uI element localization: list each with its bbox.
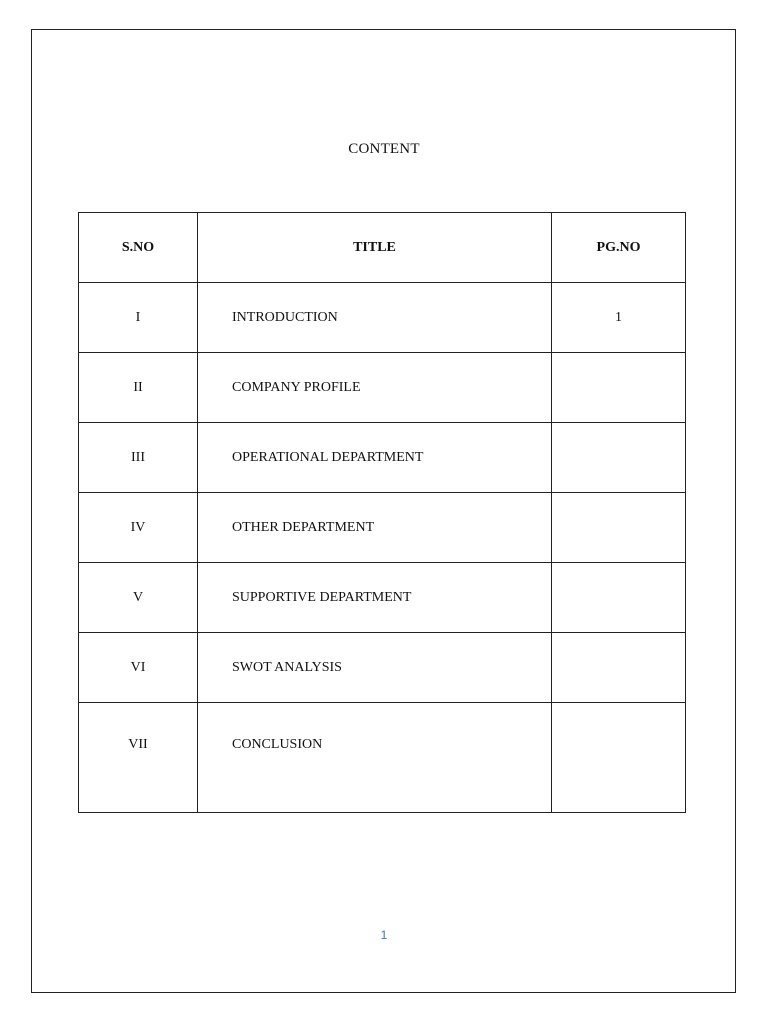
row-sno: II	[79, 353, 198, 423]
row-page	[552, 563, 686, 633]
page-heading: CONTENT	[348, 141, 420, 157]
header-pgno: PG.NO	[552, 213, 686, 283]
table-header-row	[79, 213, 686, 283]
row-page	[552, 353, 686, 423]
row-sno: III	[79, 423, 198, 493]
row-title: OPERATIONAL DEPARTMENT	[198, 423, 552, 493]
contents-table	[78, 212, 686, 813]
row-page	[552, 633, 686, 703]
row-title: INTRODUCTION	[198, 283, 552, 353]
row-sno: VII	[79, 703, 198, 813]
row-sno: VI	[79, 633, 198, 703]
table-row	[79, 493, 686, 563]
table-row	[79, 423, 686, 493]
row-title: SUPPORTIVE DEPARTMENT	[198, 563, 552, 633]
row-sno: I	[79, 283, 198, 353]
row-title: COMPANY PROFILE	[198, 353, 552, 423]
row-sno: IV	[79, 493, 198, 563]
row-title: SWOT ANALYSIS	[198, 633, 552, 703]
table-row	[79, 633, 686, 703]
table-row	[79, 703, 686, 813]
table-row	[79, 353, 686, 423]
header-sno: S.NO	[79, 213, 198, 283]
footer-page-number: 1	[380, 928, 388, 942]
row-page	[552, 423, 686, 493]
table-row	[79, 283, 686, 353]
row-title: OTHER DEPARTMENT	[198, 493, 552, 563]
header-title: TITLE	[198, 213, 552, 283]
row-sno: V	[79, 563, 198, 633]
row-page: 1	[552, 283, 686, 353]
row-page	[552, 493, 686, 563]
table-row	[79, 563, 686, 633]
row-title: CONCLUSION	[198, 703, 552, 813]
row-page	[552, 703, 686, 813]
